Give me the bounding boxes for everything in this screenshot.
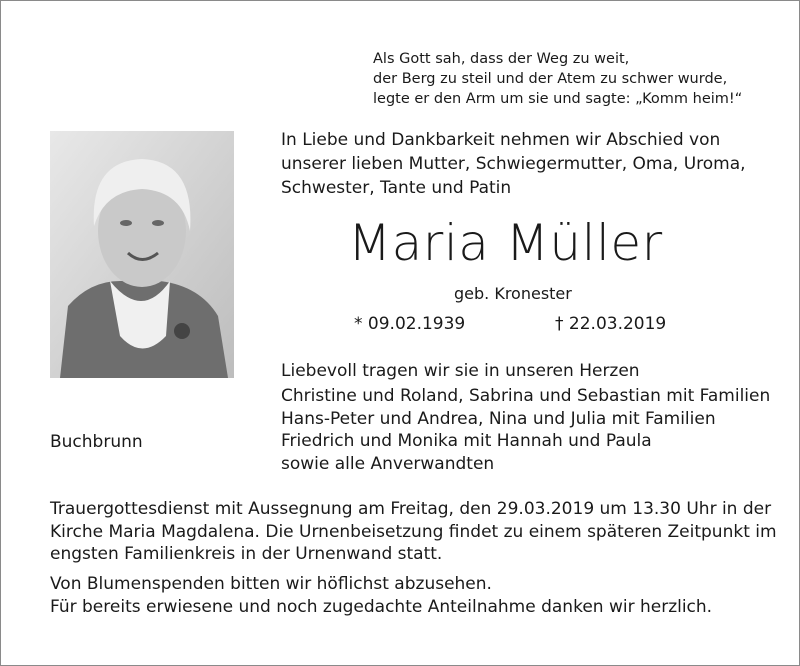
- closing-line: Für bereits erwiesene und noch zugedachte Anteilnahme danken wir herzlich.: [50, 596, 713, 617]
- portrait-photo: [50, 131, 234, 378]
- closing-line: Von Blumenspenden bitten wir höflichst abzusehen.: [50, 574, 492, 594]
- maiden-name: geb. Kronester: [454, 284, 572, 303]
- intro-text: [281, 128, 746, 200]
- service-line: Trauergottesdienst mit Aussegnung am Freitag, den 29.03.2019 um 13.30 Uhr in der: [50, 499, 772, 519]
- intro-line: unserer lieben Mutter, Schwiegermutter, Oma, Uroma,: [281, 154, 746, 174]
- family-list: [281, 385, 770, 475]
- intro-line: Schwester, Tante und Patin: [281, 178, 512, 198]
- poem: [373, 49, 742, 109]
- service-line: engsten Familienkreis in der Urnenwand statt.: [50, 544, 443, 564]
- service-info: [50, 498, 777, 566]
- place-name: Buchbrunn: [50, 432, 143, 452]
- family-line: Hans-Peter und Andrea, Nina und Julia mit Familien: [281, 408, 716, 429]
- death-date: † 22.03.2019: [555, 314, 667, 334]
- deceased-name: Maria Müller: [348, 214, 663, 272]
- closing-text: [50, 573, 712, 618]
- poem-line: legte er den Arm um sie und sagte: „Komm heim!“: [373, 91, 743, 107]
- motto: Liebevoll tragen wir sie in unseren Herzen: [281, 361, 640, 381]
- service-line: Kirche Maria Magdalena. Die Urnenbeisetzung findet zu einem späteren Zeitpunkt im: [50, 521, 777, 542]
- birth-date: * 09.02.1939: [354, 314, 466, 334]
- family-line: Christine und Roland, Sabrina und Sebastian mit Familien: [281, 386, 771, 406]
- intro-line: In Liebe und Dankbarkeit nehmen wir Abschied von: [281, 130, 721, 150]
- poem-line: Als Gott sah, dass der Weg zu weit,: [373, 51, 630, 67]
- poem-line: der Berg zu steil und der Atem zu schwer wurde,: [373, 71, 728, 87]
- family-line: sowie alle Anverwandten: [281, 453, 495, 474]
- family-line: Friedrich und Monika mit Hannah und Paula: [281, 431, 652, 451]
